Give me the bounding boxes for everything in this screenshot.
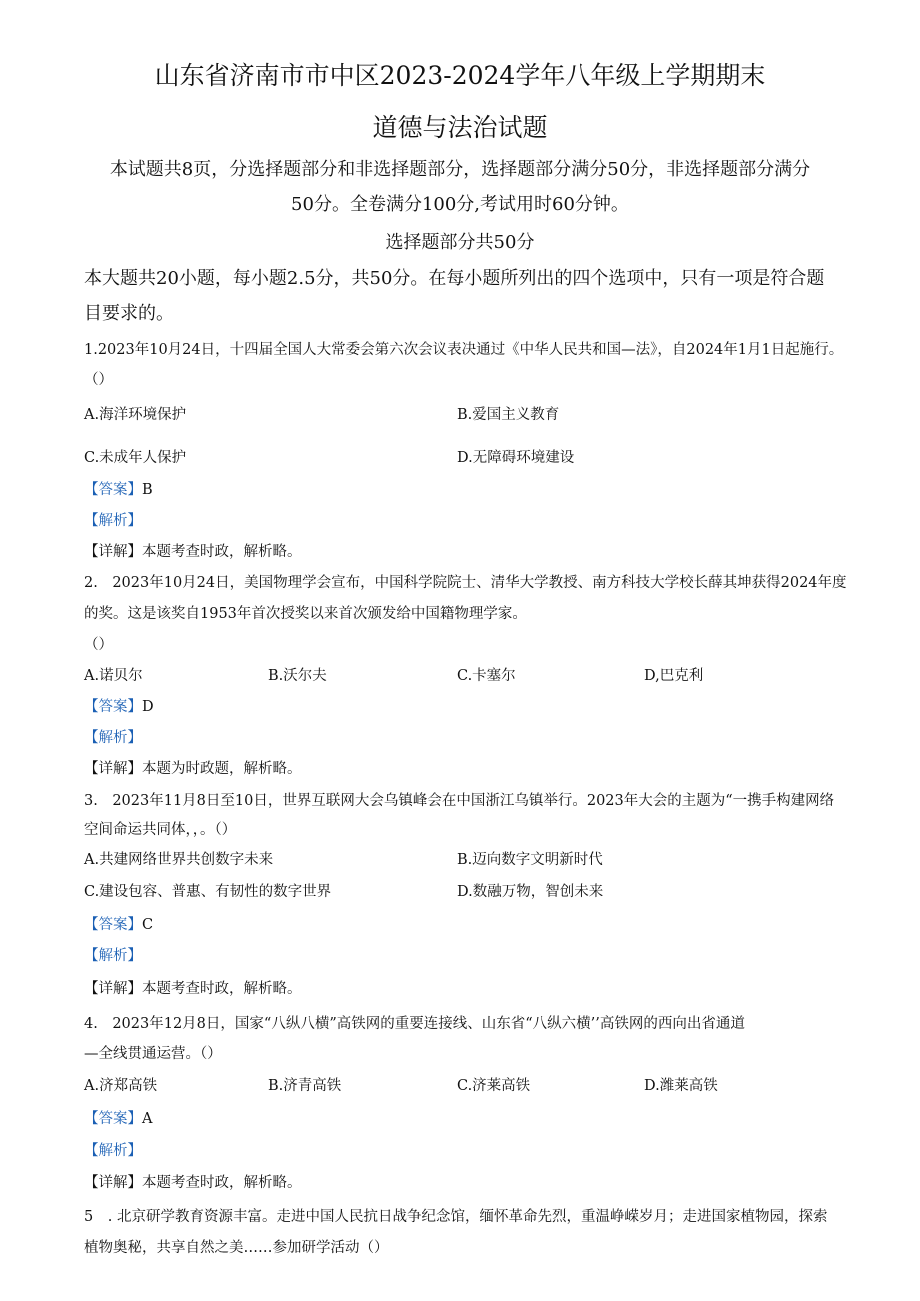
- question-5-stem-line1: 5 . 北京研学教育资源丰富。走进中国人民抗日战争纪念馆，缅怀革命先烈，重温峥嵘岁月；走进国家植物园，探索: [84, 1209, 828, 1225]
- question-4-option-c: C.济莱高铁: [457, 1078, 531, 1094]
- question-5-stem-line2: 植物奥秘，共享自然之美……参加研学活动（）: [84, 1240, 389, 1256]
- question-4-analysis: [84, 1139, 142, 1160]
- question-3-analysis: [84, 944, 142, 965]
- instruction-line2: 目要求的。: [84, 303, 174, 324]
- answer-label: 【答案】: [84, 917, 142, 933]
- question-2-stem-line2: 的奖。这是该奖自1953年首次授奖以来首次颁发给中国籍物理学家。: [84, 606, 527, 622]
- question-2-option-c: C.卡塞尔: [457, 668, 516, 684]
- detail-text: 本题为时政题，解析略。: [142, 761, 302, 777]
- detail-label: 【详解】: [84, 761, 142, 777]
- answer-label: 【答案】: [84, 1111, 142, 1127]
- exam-title: 山东省济南市市中区2023-2024学年八年级上学期期末: [154, 61, 766, 90]
- question-4-option-a: A.济郑高铁: [84, 1078, 158, 1094]
- question-2-blank: （）: [84, 637, 113, 653]
- question-2-option-a: A.诺贝尔: [84, 668, 143, 684]
- question-4-stem-line1: 4. 2023年12月8日，国家“八纵八横”高铁网的重要连接线、山东省“八纵六横’’高铁网的西向出省通道: [84, 1016, 745, 1032]
- question-2-detail: [84, 757, 302, 778]
- question-2-option-b: B.沃尔夫: [268, 668, 327, 684]
- question-3-option-b: B.迈向数字文明新时代: [457, 852, 603, 868]
- question-3-answer: [84, 913, 153, 934]
- question-4-option-b: B.济青高铁: [268, 1078, 342, 1094]
- question-2-analysis: [84, 726, 142, 747]
- question-1-option-a: A.海洋环境保护: [84, 407, 187, 423]
- answer-label: 【答案】: [84, 699, 142, 715]
- question-2-answer: [84, 695, 154, 716]
- question-1-option-d: D.无障碍环境建设: [457, 450, 575, 466]
- question-3-option-d: D.数融万物，智创未来: [457, 884, 604, 900]
- question-4-answer: [84, 1107, 152, 1128]
- answer-value: A: [142, 1111, 153, 1127]
- detail-text: 本题考查时政，解析略。: [142, 1175, 302, 1191]
- instruction-line1: 本大题共20小题，每小题2.5分，共50分。在每小题所列出的四个选项中，只有一项是符合题: [84, 268, 825, 289]
- detail-text: 本题考查时政，解析略。: [142, 544, 302, 560]
- question-1-stem: 1.2023年10月24日，十四届全国人大常委会第六次会议表决通过《中华人民共和国—法》，自2024年1月1日起施行。: [84, 342, 844, 358]
- question-1-answer: [84, 478, 153, 499]
- question-3-detail: [84, 977, 302, 998]
- question-1-detail: [84, 540, 302, 561]
- question-1-option-b: B.爱国主义教育: [457, 407, 560, 423]
- question-1-option-c: C.未成年人保护: [84, 450, 187, 466]
- answer-value: C: [142, 917, 154, 933]
- answer-value: B: [142, 482, 153, 498]
- question-3-stem-line2: 空间命运共同体，，。（）: [84, 822, 237, 838]
- question-3-option-a: A.共建网络世界共创数字未来: [84, 852, 274, 868]
- analysis-label: 【解析】: [84, 513, 142, 529]
- question-4-detail: [84, 1171, 302, 1192]
- analysis-label: 【解析】: [84, 948, 142, 964]
- question-1-blank: （）: [84, 372, 113, 388]
- analysis-label: 【解析】: [84, 730, 142, 746]
- exam-info-line2: 50分。全卷满分100分,考试用时60分钟。: [291, 194, 629, 215]
- question-2-stem-line1: 2. 2023年10月24日，美国物理学会宣布，中国科学院院士、清华大学教授、南方科技大学校长薛其坤获得2024年度: [84, 575, 847, 591]
- answer-value: D: [142, 699, 154, 715]
- question-3-option-c: C.建设包容、普惠、有韧性的数字世界: [84, 884, 332, 900]
- detail-text: 本题考查时政，解析略。: [142, 981, 302, 997]
- detail-label: 【详解】: [84, 1175, 142, 1191]
- analysis-label: 【解析】: [84, 1143, 142, 1159]
- detail-label: 【详解】: [84, 544, 142, 560]
- question-3-stem-line1: 3. 2023年11月8日至10日，世界互联网大会乌镇峰会在中国浙江乌镇举行。2023年大会的主题为“一携手构建网络: [84, 793, 835, 809]
- detail-label: 【详解】: [84, 981, 142, 997]
- question-4-option-d: D.潍莱高铁: [644, 1078, 718, 1094]
- question-1-analysis: [84, 509, 142, 530]
- exam-subtitle: 道德与法治试题: [372, 113, 548, 142]
- exam-info-line1: 本试题共8页，分选择题部分和非选择题部分，选择题部分满分50分，非选择题部分满分: [109, 159, 811, 180]
- section-title: 选择题部分共50分: [385, 232, 535, 253]
- answer-label: 【答案】: [84, 482, 142, 498]
- question-2-option-d: D,巴克利: [644, 668, 704, 684]
- question-4-stem-line2: —全线贯通运营。（）: [84, 1046, 222, 1062]
